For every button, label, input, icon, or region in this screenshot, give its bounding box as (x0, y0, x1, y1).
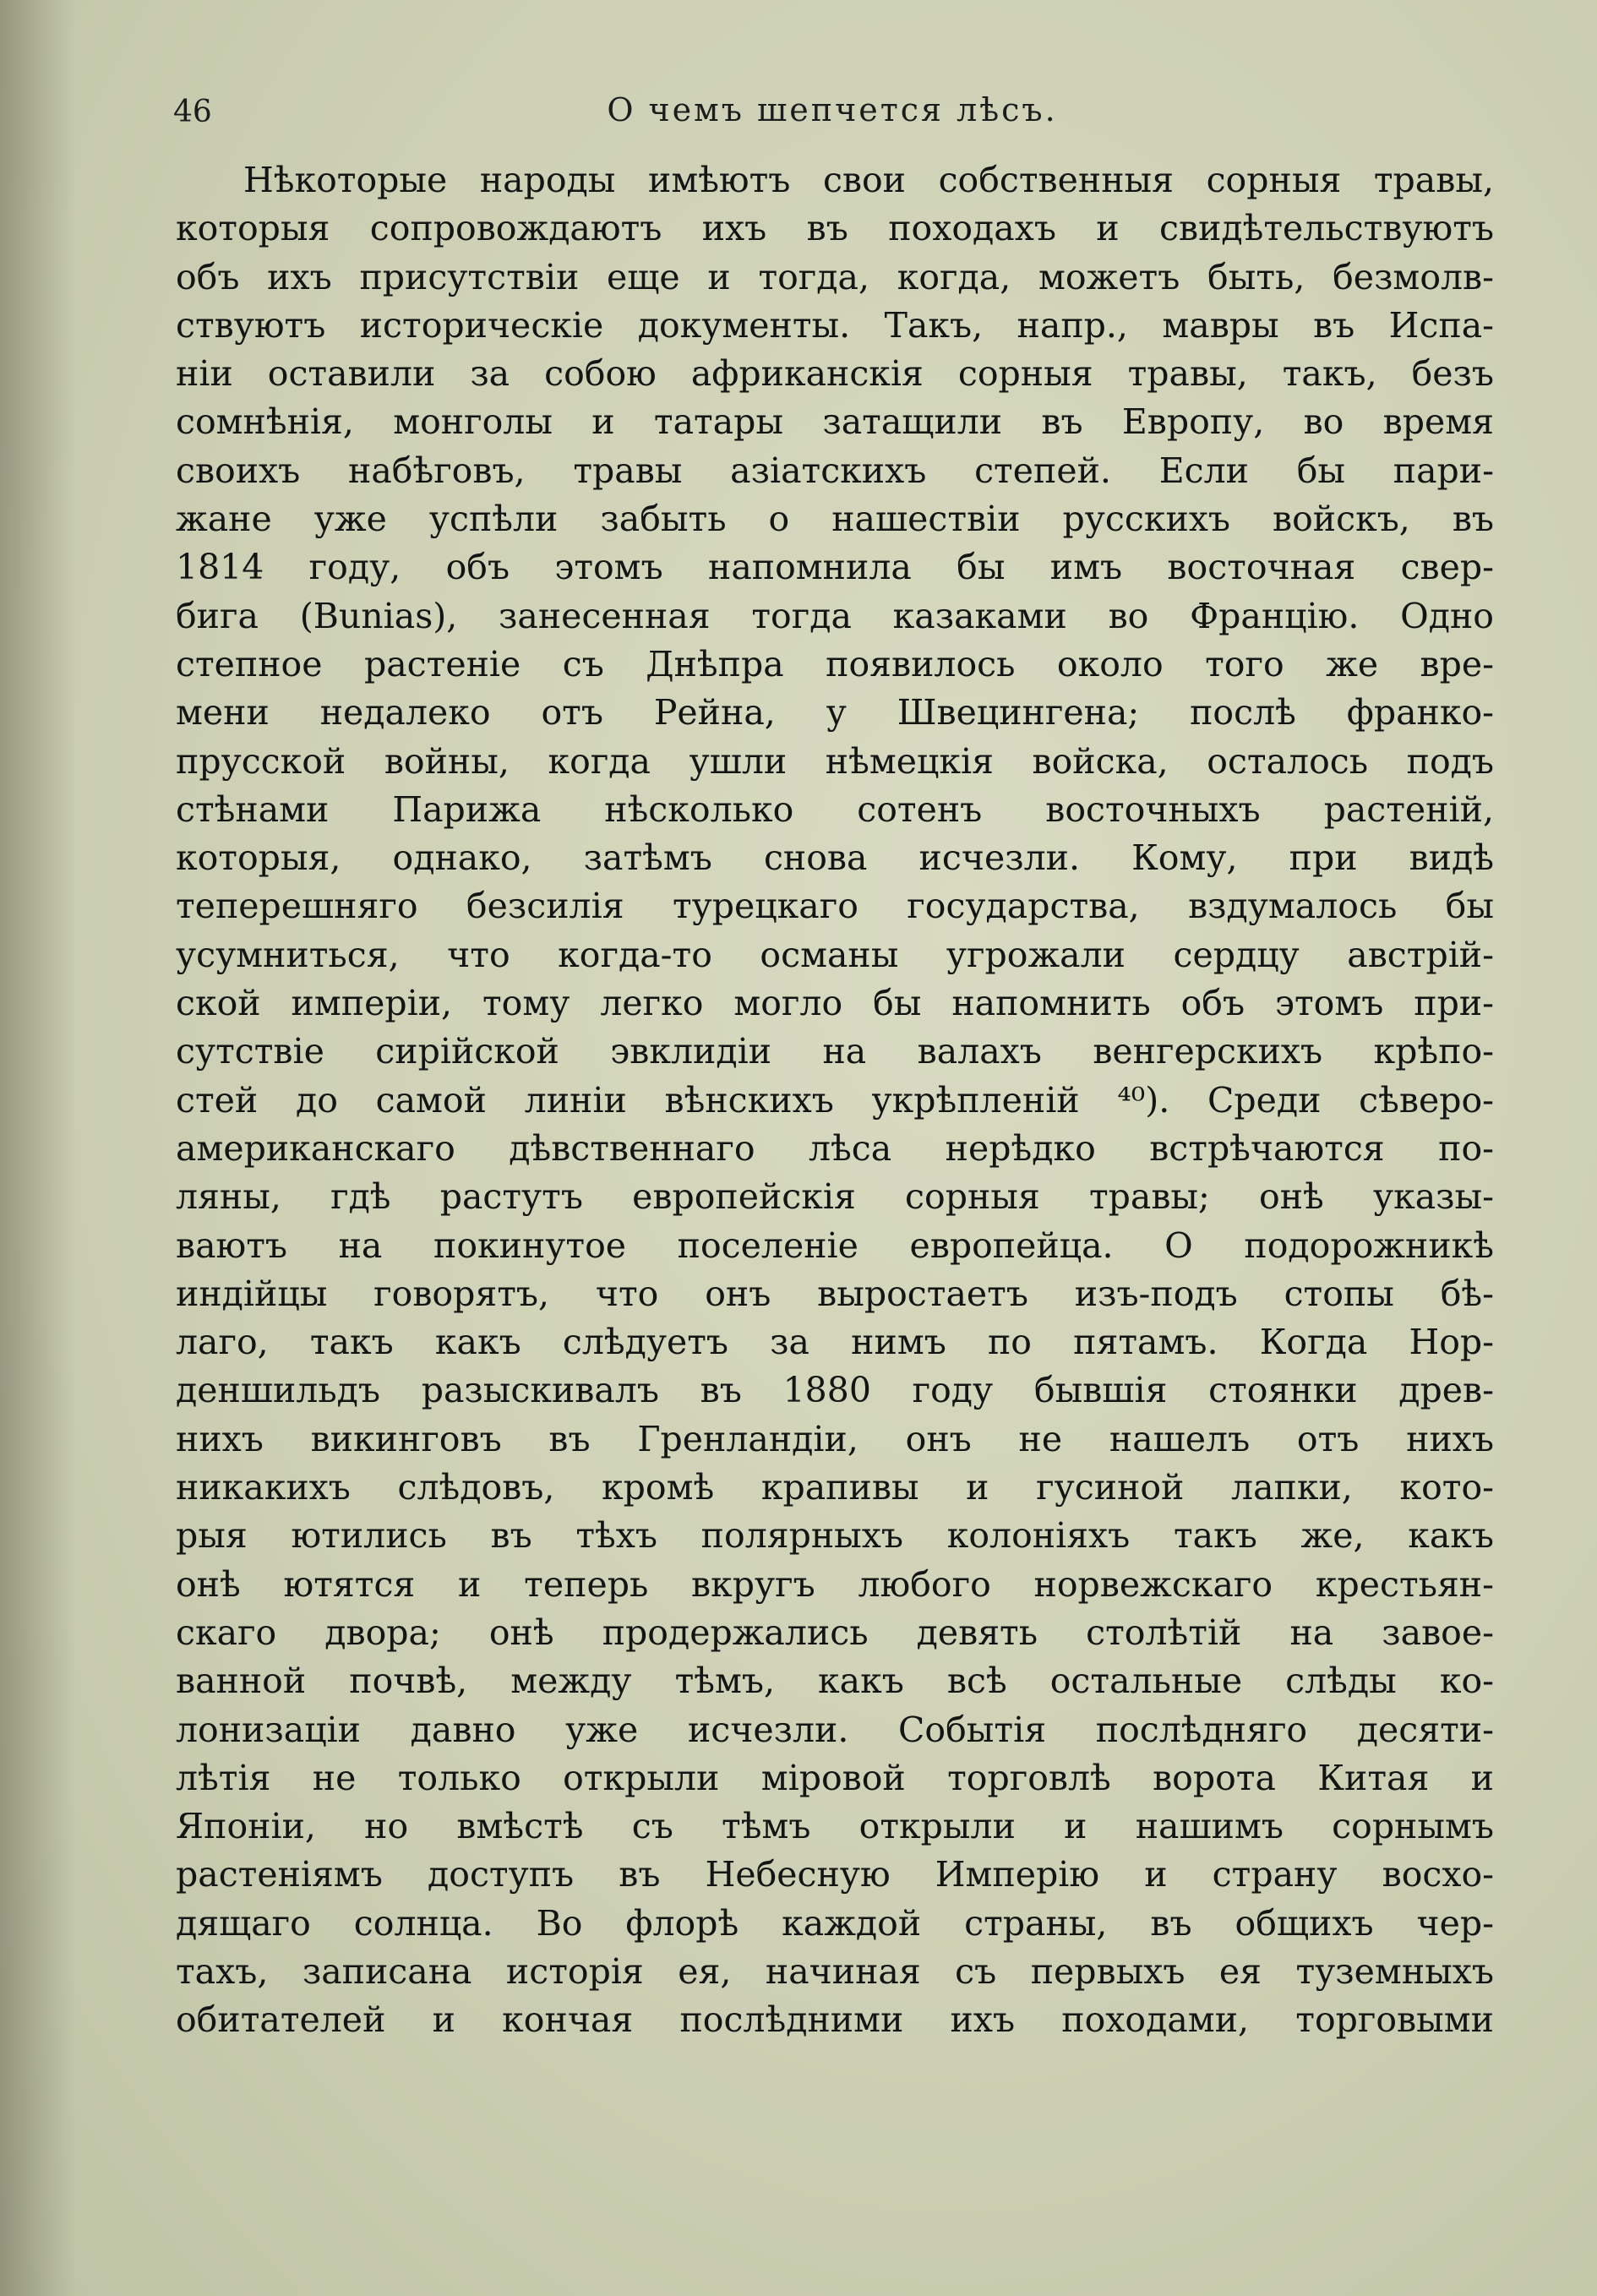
text-line: ваютъ на покинутое поселеніе европейца. О подорожникѣ (176, 1224, 1494, 1266)
page-fold-shadow (0, 0, 76, 2296)
text-line: дящаго солнца. Во флорѣ каждой страны, въ общихъ чер- (176, 1902, 1494, 1944)
text-line: которыя сопровождаютъ ихъ въ походахъ и свидѣтельствуютъ (176, 208, 1494, 249)
text-line: растеніямъ доступъ въ Небесную Имперію и страну восхо- (176, 1854, 1494, 1895)
text-line: прусской войны, когда ушли нѣмецкія войска, осталось подъ (176, 740, 1494, 782)
text-line: никакихъ слѣдовъ, кромѣ крапивы и гусиной лапки, кото- (176, 1467, 1494, 1508)
text-line: теперешняго безсилія турецкаго государства, вздумалось бы (176, 886, 1494, 927)
text-line: 1814 году, объ этомъ напомнила бы имъ восточная свер- (176, 547, 1494, 588)
text-line: ванной почвѣ, между тѣмъ, какъ всѣ остальные слѣды ко- (176, 1661, 1494, 1702)
text-line: Нѣкоторые народы имѣютъ свои собственныя сорныя травы, (243, 160, 1494, 200)
text-line: сутствіе сирійской эвклидіи на валахъ венгерскихъ крѣпо- (176, 1031, 1494, 1072)
text-line: обитателей и кончая послѣдними ихъ походами, торговыми (176, 1999, 1494, 2041)
text-line: бига (Bunias), занесенная тогда казаками во Францію. Одно (176, 595, 1494, 636)
text-line: ляны, гдѣ растутъ европейскія сорныя травы; онѣ указы- (176, 1176, 1494, 1218)
body-text (176, 156, 1494, 2045)
text-line: сомнѣнія, монголы и татары затащили въ Европу, во время (176, 401, 1494, 443)
text-line: тахъ, записана исторія ея, начиная съ первыхъ ея туземныхъ (176, 1950, 1494, 1992)
text-line: индійцы говорятъ, что онъ выростаетъ изъ-подъ стопы бѣ- (176, 1273, 1494, 1314)
text-line: скаго двора; онѣ продержались девять столѣтій на завое- (176, 1612, 1494, 1653)
text-line: стей до самой линіи вѣнскихъ укрѣпленій ⁴⁰). Среди сѣверо- (176, 1079, 1494, 1121)
running-title: О чемъ шепчется лѣсъ. (607, 91, 1058, 128)
text-line: объ ихъ присутствіи еще и тогда, когда, можетъ быть, безмолв- (176, 256, 1494, 297)
text-line: ствуютъ историческіе документы. Такъ, напр., мавры въ Испа- (176, 304, 1494, 346)
text-line: Японіи, но вмѣстѣ съ тѣмъ открыли и нашимъ сорнымъ (176, 1806, 1494, 1847)
text-line: рыя ютились въ тѣхъ полярныхъ колоніяхъ такъ же, какъ (176, 1515, 1494, 1557)
text-line: лаго, такъ какъ слѣдуетъ за нимъ по пятамъ. Когда Нор- (176, 1322, 1494, 1363)
text-line: степное растеніе съ Днѣпра появилось около того же вре- (176, 643, 1494, 684)
page-number: 46 (173, 95, 212, 129)
text-line: онѣ ютятся и теперь вкругъ любого норвежскаго крестьян- (176, 1563, 1494, 1605)
text-line: деншильдъ разыскивалъ въ 1880 году бывшія стоянки древ- (176, 1370, 1494, 1411)
text-line: жане уже успѣли забыть о нашествіи русскихъ войскъ, въ (176, 499, 1494, 540)
text-line: своихъ набѣговъ, травы азіатскихъ степей. Если бы пари- (176, 450, 1494, 491)
text-line: нихъ викинговъ въ Гренландіи, онъ не нашелъ отъ нихъ (176, 1418, 1494, 1459)
text-line: которыя, однако, затѣмъ снова исчезли. Кому, при видѣ (176, 837, 1494, 879)
text-line: американскаго дѣвственнаго лѣса нерѣдко встрѣчаются по- (176, 1127, 1494, 1169)
text-line: ніи оставили за собою африканскія сорныя травы, такъ, безъ (176, 353, 1494, 395)
text-line: лонизаціи давно уже исчезли. Событія послѣдняго десяти- (176, 1709, 1494, 1750)
text-line: ской имперіи, тому легко могло бы напомнить объ этомъ при- (176, 983, 1494, 1024)
text-line: лѣтія не только открыли міровой торговлѣ ворота Китая и (176, 1757, 1494, 1798)
text-line: стѣнами Парижа нѣсколько сотенъ восточныхъ растеній, (176, 788, 1494, 830)
text-line: усумниться, что когда-то османы угрожали сердцу австрій- (176, 934, 1494, 975)
text-line: мени недалеко отъ Рейна, у Швецингена; послѣ франко- (176, 692, 1494, 734)
page-header (173, 91, 1491, 142)
